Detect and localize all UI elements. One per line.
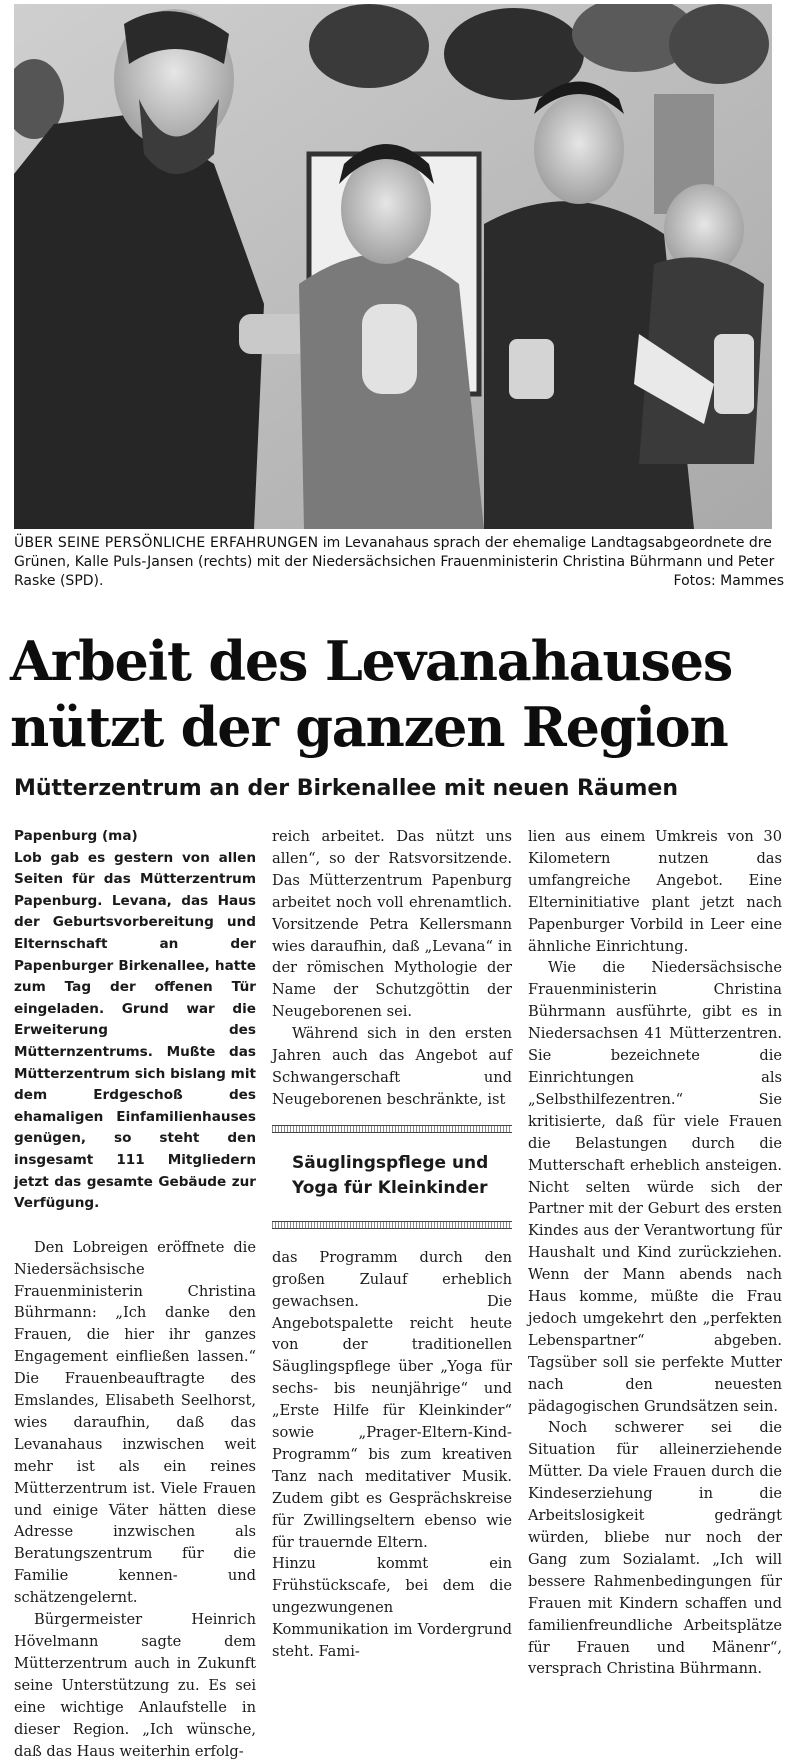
paragraph: Während sich in den ersten Jahren auch das Angebot auf Schwangerschaft und Neugeborenen beschränkte, ist xyxy=(272,1025,512,1108)
paragraph: Den Lobreigen eröffnete die Niedersächsische Frauenministerin Christina Bührmann: „Ich danke den Frauen, die hier ihr ganzes Engagement einfließen lassen.“ Die Frauenbeauftragte des Emslandes, Elisabeth Seelhorst, wies daraufhin, daß das Levanahaus inzwischen weit mehr ist als ein reines Mütterzentrum ist. Viele Frauen und einige Väter hätten diese Adresse inzwischen als Beratungszentrum für die Familie kennen- und schätzengelernt. xyxy=(14,1238,256,1607)
box-subtitle: Säuglingspflege und Yoga für Kleinkinder xyxy=(292,1152,489,1198)
photo-credit: Fotos: Mammes xyxy=(673,573,784,589)
column-2 xyxy=(272,826,512,1663)
dateline: Papenburg (ma) xyxy=(14,828,138,844)
caption-lead: ÜBER SEINE PERSÖNLICHE ERFAHRUNGEN xyxy=(14,535,319,551)
photo-image xyxy=(14,4,772,529)
paragraph: Hinzu kommt ein Frühstückscafe, bei dem die ungezwungenen Kommunikation im Vordergrund steht. Fami- xyxy=(272,1555,512,1661)
paragraph: Bürgermeister Heinrich Hövelmann sagte dem Mütterzentrum auch in Zukunft seine Unterstützung zu. Es sei eine wichtige Anlaufstelle in dieser Region. „Ich wünsche, daß das Haus weiterhin erfolg- xyxy=(14,1611,256,1760)
intro-paragraph: Lob gab es gestern von allen Seiten für das Mütterzentrum Papenburg. Levana, das Haus der Geburtsvorbereitung und Elternschaft an der Papenburger Birkenallee, hatte zum Tag der offenen Tür eingeladen. Grund war die Erweiterung des Mütternzentrums. Mußte das Mütterzentrum sich bislang mit dem Erdgeschoß des ehamaligen Einfamilienhauses genügen, so steht den insgesamt 111 Mitgliedern jetzt das gesamte Gebäude zur Verfügung. xyxy=(14,849,256,1212)
column-1 xyxy=(14,826,256,1762)
paragraph: reich arbeitet. Das nützt uns allen“, so der Ratsvorsitzende. Das Mütterzentrum Papenburg arbeitet noch voll ehrenamtlich. Vorsitzende Petra Kellersmann wies daraufhin, daß „Levana“ in der römischen Mythologie der Name der Schutzgöttin der Neugeborenen sei. xyxy=(272,828,512,1021)
article-photo xyxy=(14,4,772,529)
paragraph: lien aus einem Umkreis von 30 Kilometern nutzen das umfangreiche Angebot. Eine Elterninitiative plant jetzt nach Papenburger Vorbild in Leer eine ähnliche Einrichtung. xyxy=(528,828,782,955)
article-subhead: Mütterzentrum an der Birkenallee mit neuen Räumen xyxy=(14,776,678,801)
box-rule-top xyxy=(272,1125,512,1133)
photo-caption xyxy=(14,534,784,591)
caption-text: im Levanahaus sprach der ehemalige Landtagsabgeordnete dre Grünen, Kalle Puls-Jansen (rechts) mit der Niedersächsichen Frauenministerin Christina Bührmann und Peter Raske (SPD). xyxy=(14,535,775,589)
paragraph: Wie die Niedersächsische Frauenministerin Christina Bührmann ausführte, gibt es in Niedersachsen 41 Mütterzentren. Sie bezeichnete die Einrichtungen als „Selbsthilfezentren.“ Sie kritisierte, daß für viele Frauen die Belastungen durch die Mutterschaft erheblich ansteigen. Nicht selten würde sich der Partner mit der Geburt des ersten Kindes aus der Verantwortung für Haushalt und Kind zurückziehen. Wenn der Mann abends nach Haus komme, müßte die Frau jedoch umgekehrt den „perfekten Lebenspartner“ abgeben. Tagsüber soll sie perfekte Mutter nach den neuesten pädagogischen Grundsätzen sein. xyxy=(528,959,782,1415)
paragraph: Noch schwerer sei die Situation für alleinerziehende Mütter. Da viele Frauen durch die Kindeserziehung in die Arbeitslosigkeit gedrängt würden, bliebe nur noch der Gang zum Sozialamt. „Ich will bessere Rahmenbedingungen für Frauen mit Kindern schaffen und familienfreundliche Arbeitsplätze für Frauen und Mänenr“, versprach Christina Bührmann. xyxy=(528,1419,782,1678)
column-3 xyxy=(528,826,782,1680)
article-headline xyxy=(10,628,790,760)
paragraph: das Programm durch den großen Zulauf erheblich gewachsen. Die Angebotspalette reicht heute von der traditionellen Säuglingspflege über „Yoga für sechs- bis neunjährige“ und „Erste Hilfe für Kleinkinder“ sowie „Prager-Eltern-Kind-Programm“ bis zum kreativen Tanz nach meditativer Musik. Zudem gibt es Gesprächskreise für Zwillingseltern ebenso wie für trauernde Eltern. xyxy=(272,1248,512,1551)
box-rule-bottom xyxy=(272,1221,512,1229)
headline-line-2: nützt der ganzen Region xyxy=(10,695,728,759)
headline-line-1: Arbeit des Levanahauses xyxy=(10,629,733,693)
